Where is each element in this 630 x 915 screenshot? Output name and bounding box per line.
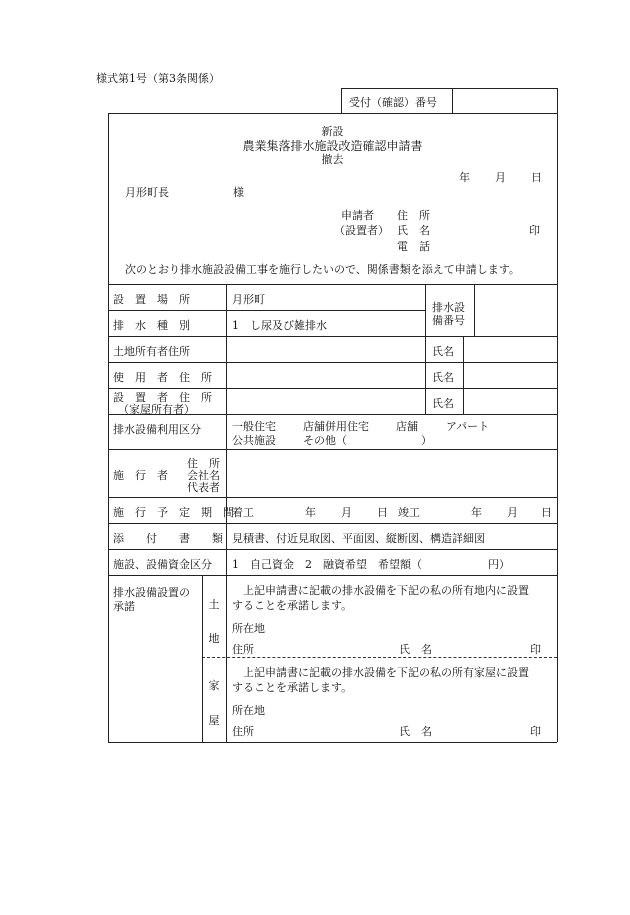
usage-label: 排水設備利用区分 — [113, 423, 201, 436]
addressee-honorific: 様 — [233, 186, 244, 199]
usage-option-shop[interactable]: 店舗 — [396, 420, 418, 433]
date-day: 日 — [531, 171, 542, 184]
addressee-name: 月形町長 — [125, 186, 169, 199]
applicant-label: 申請者 — [341, 209, 374, 222]
title-new: 新設 — [321, 125, 344, 138]
date-year: 年 — [459, 171, 470, 184]
consent-land-seal: 印 — [530, 643, 541, 656]
consent-land-char-2: 地 — [208, 632, 220, 645]
contractor-rep-label: 代表者 — [187, 481, 220, 494]
consent-label-2: 承諾 — [113, 600, 135, 613]
contractor-address-label: 住 所 — [187, 457, 220, 470]
consent-house-seal: 印 — [530, 725, 541, 738]
installer-sub-label: （家屋所有者） — [118, 403, 195, 416]
title-remove: 撤去 — [321, 153, 344, 166]
usage-option-shop-house[interactable]: 店舗併用住宅 — [303, 420, 369, 433]
usage-option-public[interactable]: 公共施設 — [232, 434, 276, 447]
consent-label: 排水設備設置の — [113, 586, 190, 599]
consent-land-text-1: 上記申請書に記載の排水設備を下記の私の所有地内に設置 — [232, 584, 529, 597]
schedule-end-label: 竣工 — [398, 506, 420, 519]
drain-type-label: 排 水 種 別 — [113, 319, 190, 332]
schedule-end-year: 年 — [471, 506, 482, 519]
land-owner-label: 土地所有者住所 — [113, 345, 190, 358]
consent-house-text-1: 上記申請書に記載の排水設備を下記の私の所有家屋に設置 — [232, 666, 529, 679]
location-label: 設 置 場 所 — [113, 293, 190, 306]
applicant-sub-label: （設置者） — [334, 224, 389, 237]
schedule-start-label: 着工 — [232, 506, 254, 519]
consent-house-address-label: 住所 — [232, 725, 254, 738]
consent-house-char-2: 屋 — [208, 714, 220, 727]
intro-text: 次のとおり排水施設設備工事を施行したいので、関係書類を添えて申請します。 — [125, 263, 520, 276]
funding-value[interactable]: 1 自己資金 2 融資希望 希望額（ 円） — [232, 558, 510, 571]
consent-land-text-2: することを承諾します。 — [232, 599, 353, 612]
drain-number-label-1: 排水設 — [432, 301, 465, 314]
schedule-label: 施 行 予 定 期 間 — [113, 506, 234, 519]
user-name-label: 氏名 — [432, 371, 454, 384]
usage-option-other-close: ） — [421, 434, 432, 447]
contractor-company-label: 会社名 — [187, 469, 220, 482]
consent-land-name-label: 氏 名 — [399, 643, 432, 656]
usage-option-apartment[interactable]: アパート — [446, 420, 490, 433]
installer-name-label: 氏名 — [432, 397, 454, 410]
consent-house-name-label: 氏 名 — [399, 725, 432, 738]
schedule-end-day: 日 — [541, 506, 552, 519]
consent-house-char-1: 家 — [208, 679, 220, 692]
drain-type-value[interactable]: 1 し尿及び雑排水 — [232, 319, 327, 332]
date-month: 月 — [495, 171, 506, 184]
attachments-value: 見積書、付近見取図、平面図、縦断図、構造詳細図 — [232, 532, 485, 545]
land-owner-name-label: 氏名 — [432, 345, 454, 358]
contractor-label: 施 行 者 — [113, 469, 168, 482]
applicant-seal: 印 — [529, 224, 540, 237]
funding-label: 施設、設備資金区分 — [113, 558, 212, 571]
consent-land-char-1: 土 — [208, 598, 220, 611]
applicant-name-label: 氏 名 — [397, 224, 430, 237]
consent-house-text-2: することを承諾します。 — [232, 681, 353, 694]
user-label: 使 用 者 住 所 — [113, 371, 212, 384]
location-value[interactable]: 月形町 — [232, 293, 265, 306]
applicant-phone-label: 電 話 — [397, 240, 430, 253]
attachments-label: 添 付 書 類 — [113, 532, 223, 545]
applicant-address-label: 住 所 — [397, 209, 430, 222]
schedule-end-month: 月 — [507, 506, 518, 519]
consent-land-address-label: 住所 — [232, 643, 254, 656]
drain-number-label-2: 備番号 — [432, 314, 465, 327]
usage-option-other[interactable]: その他（ — [303, 434, 347, 447]
usage-option-house[interactable]: 一般住宅 — [232, 420, 276, 433]
consent-land-location-label: 所在地 — [232, 622, 265, 635]
consent-house-location-label: 所在地 — [232, 704, 265, 717]
schedule-start-month: 月 — [341, 506, 352, 519]
page-title: 農業集落排水施設改造確認申請書 — [242, 139, 423, 153]
installer-label: 設 置 者 住 所 — [113, 391, 212, 404]
form-number: 様式第1号（第3条関係） — [96, 72, 220, 85]
schedule-start-year: 年 — [305, 506, 316, 519]
schedule-start-day: 日 — [377, 506, 388, 519]
receipt-number-label: 受付（確認）番号 — [349, 96, 437, 109]
